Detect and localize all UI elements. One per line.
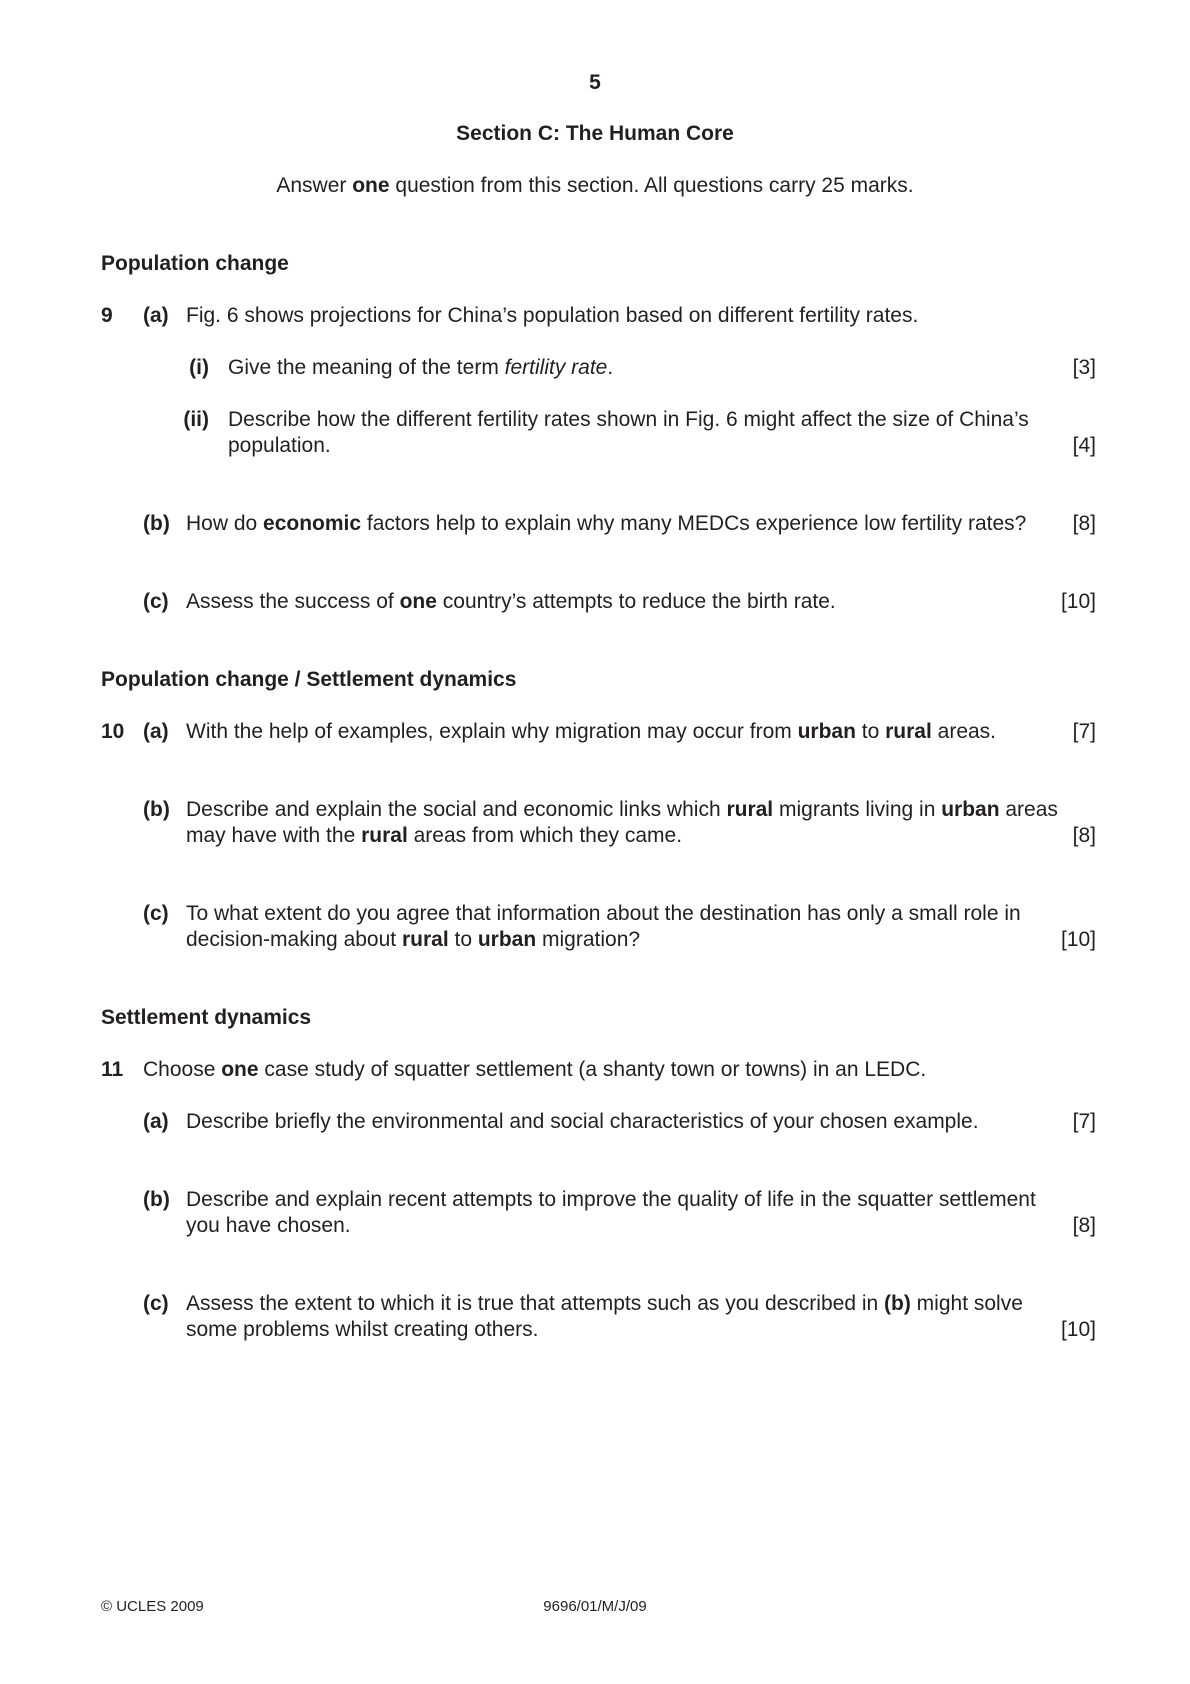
q9aii-label: (ii) (183, 408, 209, 431)
q10c-line2: decision-making about rural to urban migration? (186, 928, 641, 951)
q10b-mark: [8] (1072, 824, 1096, 847)
q10a-mark: [7] (1072, 720, 1096, 743)
q9a-label: (a) (143, 304, 169, 327)
q9ai-label: (i) (189, 356, 209, 379)
q9b-text: How do economic factors help to explain why many MEDCs experience low fertility rates? (186, 512, 1027, 535)
q11-heading: Settlement dynamics (101, 1006, 312, 1029)
q9aii-mark: [4] (1072, 434, 1096, 457)
section-title: Section C: The Human Core (456, 122, 734, 145)
footer-copyright: © UCLES 2009 (101, 1598, 204, 1615)
q10a-label: (a) (143, 720, 169, 743)
q10a-text: With the help of examples, explain why migration may occur from urban to rural areas. (186, 720, 997, 743)
q11b-mark: [8] (1072, 1214, 1096, 1237)
q9a-text: Fig. 6 shows projections for China’s population based on different fertility rates. (186, 304, 919, 327)
q11b-line2: you have chosen. (186, 1214, 351, 1237)
q11-intro: Choose one case study of squatter settlement (a shanty town or towns) in an LEDC. (143, 1058, 927, 1081)
q9-number: 9 (101, 304, 113, 327)
q11a-label: (a) (143, 1110, 169, 1133)
q9b-mark: [8] (1072, 512, 1096, 535)
q9ai-text: Give the meaning of the term fertility rate. (228, 356, 614, 379)
q9c-label: (c) (143, 590, 169, 613)
q10b-line2: may have with the rural areas from which they came. (186, 824, 683, 847)
page-number: 5 (589, 71, 601, 94)
q10c-mark: [10] (1060, 928, 1096, 951)
q11c-label: (c) (143, 1292, 169, 1315)
q9c-text: Assess the success of one country’s attempts to reduce the birth rate. (186, 590, 836, 613)
q9aii-line2: population. (228, 434, 331, 457)
q10b-label: (b) (143, 798, 170, 821)
footer-code: 9696/01/M/J/09 (543, 1598, 647, 1615)
q11b-line1: Describe and explain recent attempts to improve the quality of life in the squatter settlement (186, 1188, 1036, 1211)
q11c-line1: Assess the extent to which it is true that attempts such as you described in (b) might solve (186, 1292, 1023, 1315)
q10c-line1: To what extent do you agree that information about the destination has only a small role in (186, 902, 1021, 925)
q9aii-line1: Describe how the different fertility rates shown in Fig. 6 might affect the size of China’s (228, 408, 1029, 431)
q10b-line1: Describe and explain the social and economic links which rural migrants living in urban areas (186, 798, 1058, 821)
q9-heading: Population change (101, 252, 289, 275)
q9b-label: (b) (143, 512, 170, 535)
q9ai-mark: [3] (1072, 356, 1096, 379)
q11a-mark: [7] (1072, 1110, 1096, 1133)
q11a-text: Describe briefly the environmental and social characteristics of your chosen example. (186, 1110, 979, 1133)
q10c-label: (c) (143, 902, 169, 925)
q10-number: 10 (101, 720, 125, 743)
section-instructions: Answer one question from this section. All questions carry 25 marks. (276, 174, 914, 197)
q9c-mark: [10] (1060, 590, 1096, 613)
q11b-label: (b) (143, 1188, 170, 1211)
q11-number: 11 (101, 1058, 124, 1081)
q11c-line2: some problems whilst creating others. (186, 1318, 539, 1341)
q10-heading: Population change / Settlement dynamics (101, 668, 517, 691)
q11c-mark: [10] (1060, 1318, 1096, 1341)
